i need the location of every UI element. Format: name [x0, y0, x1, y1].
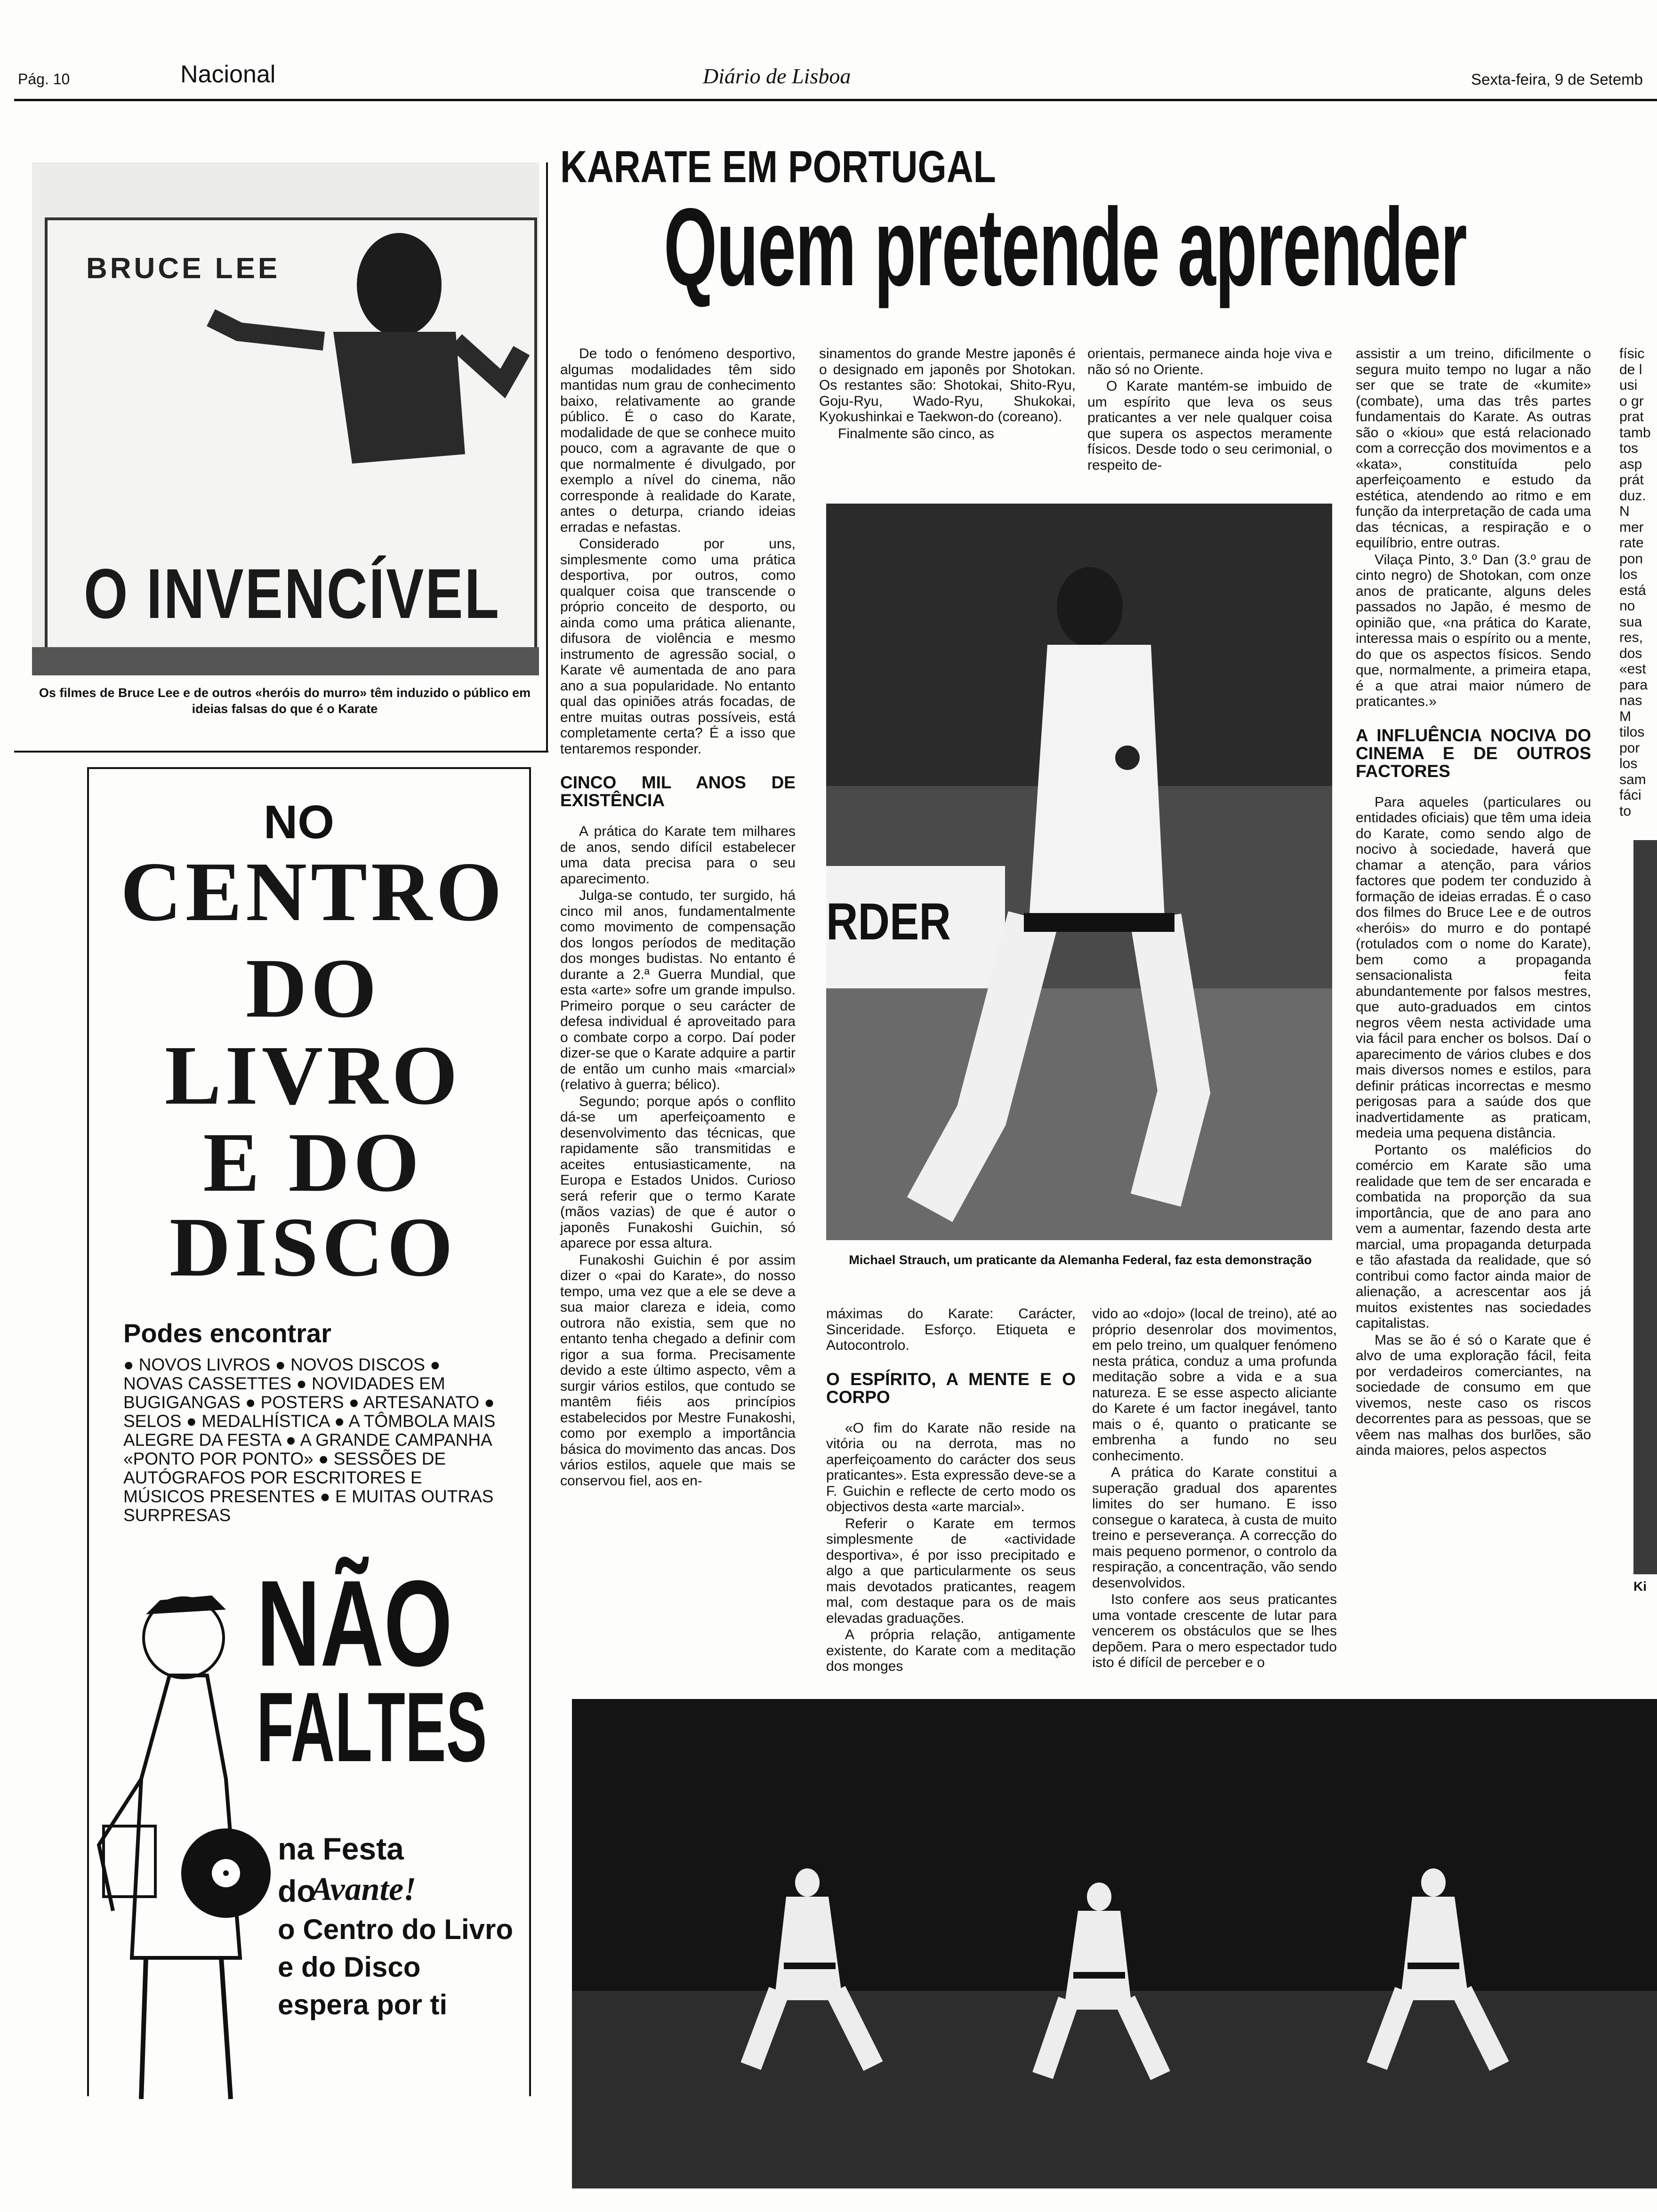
page-number: Pág. 10 — [18, 71, 70, 88]
paragraph: vido ao «dojo» (local de treino), até ao próprio desenrolar dos movimentos, em pelo treino, um qualquer fenómeno nesta prática, conduz a uma profunda meditação sobre a vida e a sua natureza. E se esse aspecto aliciante do Karete é um factor inegável, tanto mais o é, quanto o praticante se embrenha a fundo no seu conhecimento. — [1092, 1306, 1337, 1464]
paragraph: «O fim do Karate não reside na vitória ou na derrota, mas no aperfeiçoamento do carácter dos seus praticantes». Esta expressão deve-se a F. Guichin e reflecte de certo modo os objectivos desta «arte marcial». — [826, 1420, 1076, 1515]
paragraph: Julga-se contudo, ter surgido, há cinco mil anos, fundamentalmente como movimento de compensação dos longos períodos de meditação dos monges budistas. No entanto é durante a 2.ª Guerra Mundial, que esta «arte» sofre um grande impulso. Primeiro porque o seu carácter de defesa individual é aproveitado para o combate corpo a corpo. Daí poder dizer-se que o Karate adquire a partir de então um cunho mais «marcial» (relativo à guerra; bélico). — [560, 888, 796, 1092]
ad-nao: NÃO — [257, 1555, 452, 1692]
masthead: Diário de Lisboa — [703, 64, 851, 88]
paragraph: A prática do Karate constitui a superação gradual dos aparentes limites do ser humano. E isso consegue o karateca, à custa de muito treino e perseverança. A correcção do mais pequeno pormenor, o controlo da respiração, a concentração, vão sendo desenvolvidos. — [1092, 1465, 1337, 1591]
fragment: los — [1619, 567, 1638, 582]
ad-centro-do-livro: o Centro do Livro — [278, 1914, 513, 1945]
karate-demonstration-photo — [826, 504, 1332, 1240]
fragment: nas — [1619, 693, 1642, 708]
fragment: asp — [1619, 456, 1642, 472]
ad-espera-por-ti: espera por ti — [278, 1989, 448, 2020]
karate-team-kata-photo — [572, 1699, 1657, 2188]
ad-podes-encontrar: Podes encontrar — [123, 1318, 331, 1348]
fragment: está — [1619, 582, 1646, 598]
ad-line-e-do: E DO — [203, 1115, 423, 1209]
fragment: para — [1619, 677, 1648, 693]
fragment: fáci — [1619, 787, 1641, 803]
subheading-o-espirito: O ESPÍRITO, A MENTE E O CORPO — [826, 1369, 1076, 1407]
article-kicker: KARATE EM PORTUGAL — [560, 142, 996, 192]
paragraph: Vilaça Pinto, 3.º Dan (3.º grau de cinto negro) de Shotokan, com onze anos de praticante, alguns deles passados no Japão, é mesmo de opinião que, «na prática do Karate, interessa mais o espírito ou a mente, do que os aspectos físicos. Sendo que, normalmente, a primeira etapa, é a que atrai maior número de praticantes.» — [1356, 552, 1591, 709]
paragraph: De todo o fenómeno desportivo, algumas modalidades têm sido mantidas num grau de conhecimento baixo, relativamente ao grande público. É o caso do Karate, modalidade de que se conhece muito pouco, com a agravante de que o que normalmente é divulgado, por exemplo a nível do cinema, não corresponde à realidade do Karate, antes o deturpa, criando ideias erradas e nefastas. — [560, 346, 796, 535]
article-column-2-bottom — [826, 1306, 1076, 1675]
fragment: sua — [1619, 614, 1642, 630]
fragment: por — [1619, 740, 1640, 756]
paragraph: Isto confere aos seus praticantes uma vontade crescente de lutar para vencerem os obstáculos que se lhes depõem. Para o mero espectador tudo isto é difícil de perceber e o — [1092, 1592, 1337, 1670]
fragment: tilos — [1619, 724, 1645, 740]
fragment: sam — [1619, 771, 1646, 787]
paragraph: assistir a um treino, dificilmente o segura muito tempo no lugar a não ser que se trate de «kumite» (combate), uma das três partes fundamentais do Karate. As outras são o «kiou» que está relacionado com a correcção dos movimentos e a «kata», constituída pelo aperfeiçoamento e estudo da estética, atendendo ao ritmo e em função da interpretação de cada uma das técnicas, a respiração e o equilíbrio, entre outras. — [1356, 346, 1591, 551]
fragment: no — [1619, 598, 1635, 614]
photo-sign-text: RDER — [826, 893, 951, 951]
paragraph: Mas se ão é só o Karate que é alvo de uma exploração fácil, feita por verdadeiros comerciantes, na sociedade de consumo em que vivemos, neste caso os riscos decorrentes para as pessoas, que se vêem nas malhas dos burlões, são ainda maiores, pelos aspectos — [1356, 1332, 1591, 1458]
fragment: mer — [1619, 519, 1644, 535]
right-edge-photo — [1633, 840, 1657, 1574]
paragraph: A própria relação, antigamente existente, do Karate com a meditação dos monges — [826, 1627, 1076, 1674]
fragment: dos — [1619, 645, 1642, 661]
article-column-4 — [1356, 346, 1591, 1459]
header-rule — [14, 99, 1657, 101]
fragment: duz. — [1619, 488, 1646, 504]
fragment: usi — [1619, 377, 1638, 393]
section-name: Nacional — [180, 61, 276, 88]
paragraph: A prática do Karate tem milhares de anos, sendo difícil estabelecer uma data precisa para o seu aparecimento. — [560, 824, 796, 887]
fragment: tos — [1619, 441, 1639, 456]
paragraph: Referir o Karate em termos simplesmente de «actividade desportiva», é por isso precipitado e algo a que particularmente os seus mais devotados praticantes, reagem mal, com destaque para os de mais elevadas graduações. — [826, 1515, 1076, 1626]
fragment: M — [1619, 708, 1631, 724]
paragraph: Finalmente são cinco, as — [838, 425, 994, 441]
fragment: N — [1619, 504, 1630, 519]
paragraph: orientais, permanece ainda hoje viva e não só no Oriente. — [1087, 346, 1332, 377]
left-column-rule — [546, 162, 548, 751]
poster-title-bruce-lee: BRUCE LEE — [86, 252, 281, 285]
fragment: los — [1619, 756, 1638, 771]
fragment: físic — [1619, 346, 1645, 361]
fragment: to — [1619, 803, 1632, 819]
ad-e-do-disco: e do Disco — [278, 1951, 421, 1983]
paragraph: O Karate mantém-se imbuido de um espírito que leva os seus praticantes a ver nele qualquer coisa que supera os aspectos meramente físicos. Desde todo o seu cerimonial, o respeito de- — [1087, 378, 1332, 473]
ad-line-disco: DISCO — [169, 1200, 457, 1294]
paragraph: Segundo; porque após o conflito dá-se um aperfeiçoamento e desenvolvimento das técnicas, que rapidamente são transmitidas e aceites entusiasticamente, na Europa e Estados Unidos. Curioso será referir que o termo Karate (mãos vazias) de que é autor o japonês Funakoshi Guichin, só aparece por essa altura. — [560, 1093, 796, 1251]
fragment: res, — [1619, 630, 1643, 645]
bruce-lee-poster-photo — [32, 162, 539, 675]
article-column-3-bottom — [1092, 1306, 1337, 1672]
paragraph: máximas do Karate: Carácter, Sinceridade. Esforço. Etiqueta e Autocontrolo. — [826, 1306, 1076, 1353]
article-column-2-top — [819, 346, 1076, 442]
paragraph: Para aqueles (particulares ou entidades oficiais) que têm uma ideia do Karate, como sendo algo de nocivo à sociedade, haverá que chamar a atenção, para vários factores que podem ter conduzido à formação de ideias erradas. É o caso dos filmes do Bruce Lee e de outros «heróis» do murro e do pontapé (rotulados com o nome do Karate), bem como a propaganda sensacionalista feita abundantemente por falsos mestres, que auto-graduados em cintos negros vêem nesta actividade uma via fácil para encher os bolsos. Daí o aparecimento de vários clubes e dos mais diversos nomes e estilos, para definir práticas incorrectas e mesmo perigosas para a saúde dos que inadvertidamente as praticam, medeia uma pequena distância. — [1356, 794, 1591, 1141]
karate-photo-caption: Michael Strauch, um praticante da Alemanha Federal, faz esta demonstração — [849, 1253, 1312, 1267]
subheading-cinco-mil-anos: CINCO MIL ANOS DE EXISTÊNCIA — [560, 773, 796, 810]
paragraph: Considerado por uns, simplesmente como uma prática desportiva, por outros, como qualquer coisa que transcende o próprio conceito de desporto, ou ainda como uma prática alienante, difusora de violência e mesmo instrumento de agressão social, o Karate vê aumentada de ano para ano a sua popularidade. No entanto qual das opiniões atrás focadas, de entre muitas outras possíveis, está completamente certa? É a isso que tentaremos responder. — [560, 536, 796, 757]
ad-line-do: DO — [246, 941, 380, 1035]
ad-item-list: ● NOVOS LIVROS ● NOVOS DISCOS ● NOVAS CASSETTES ● NOVIDADES EM BUGIGANGAS ● POSTERS ● ARTESANATO ● SELOS ● MEDALHÍSTICA ● A TÔMBOLA MAIS ALEGRE DA FESTA ● A GRANDE CAMPANHA «PONTO POR PONTO» ● SESSÕES DE AUTÓGRAFOS POR ESCRITORES E MÚSICOS PRESENTES ● E MUITAS OUTRAS SURPRESAS — [123, 1355, 496, 1525]
paragraph: Funakoshi Guichin é por assim dizer o «pai do Karate», do nosso tempo, uma vez que a ele se deve a sua maior clareza e ideia, como outrora não existia, sem que no entanto tenha chegado a definir com rigor a sua forma. Precisamente devido a este último aspecto, vêm a surgir vários estilos, que contudo se mantêm fiéis aos princípios estabelecidos por Mestre Funakoshi, como por exemplo a importância básica do movimento das ancas. Dos vários estilos, aquele que mais se conservou fiel, aos en- — [560, 1252, 796, 1489]
fragment: prat — [1619, 409, 1644, 425]
fragment: o gr — [1619, 393, 1644, 409]
record-icon — [179, 1826, 273, 1920]
article-headline: Quem pretende aprender — [664, 185, 1467, 309]
fragment: pon — [1619, 551, 1643, 567]
ad-no: NO — [264, 796, 334, 849]
ad-top-rule — [14, 751, 548, 753]
ad-do: do — [278, 1874, 316, 1908]
paragraph: sinamentos do grande Mestre japonês é o designado em japonês por Shotokan. Os restantes são: Shotokai, Shito-Ryu, Goju-Ryu, Wado-Ryu, Shukokai, Kyokushinkai e Taekwon-do (coreano). — [819, 346, 1076, 425]
fragment: «est — [1619, 661, 1646, 677]
fragment: tamb — [1619, 425, 1651, 441]
ad-line-livro: LIVRO — [164, 1028, 462, 1122]
article-column-1 — [560, 346, 796, 1490]
right-edge-caption-fragment: Ki — [1633, 1579, 1647, 1594]
bruce-lee-caption: Os filmes de Bruce Lee e de outros «heróis do murro» têm induzido o público em ideias falsas do que é o Karate — [39, 686, 531, 716]
fragment: rate — [1619, 535, 1644, 551]
ad-faltes: FALTES — [257, 1672, 487, 1782]
paragraph: Portanto os maléficios do comércio em Karate são uma realidade que tem de ser encarada e combatida na proporção da sua importância, que de ano para ano vem a aumentar, fazendo desta arte marcial, uma propaganda deturpada e tão afastada da realidade, que só contribui como factor ainda maior de alienação, a acrescentar aos já muitos existentes nas sociedades capitalistas. — [1356, 1142, 1591, 1331]
article-column-3-top — [1087, 346, 1332, 474]
article-column-5-fragments — [1619, 346, 1657, 819]
fragment: de l — [1619, 361, 1642, 377]
ad-line-centro: CENTRO — [120, 845, 506, 938]
subheading-influencia-nociva: A INFLUÊNCIA NOCIVA DO CINEMA E DE OUTROS FACTORES — [1356, 725, 1591, 781]
issue-date: Sexta-feira, 9 de Setemb — [1471, 71, 1643, 88]
ad-na-festa: na Festa — [278, 1831, 404, 1866]
ad-avante-logo: Avante! — [311, 1871, 417, 1907]
poster-title-invencivel: O INVENCÍVEL — [84, 554, 501, 633]
fragment: prát — [1619, 472, 1644, 488]
